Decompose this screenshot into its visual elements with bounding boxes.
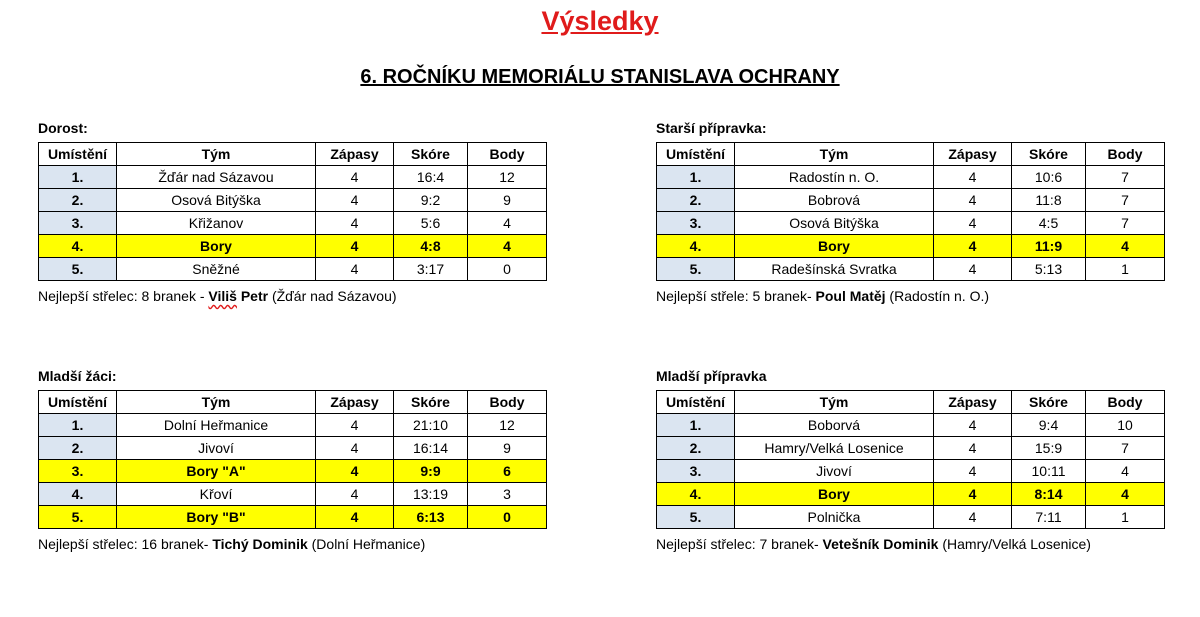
points-cell: 7 — [1086, 212, 1165, 235]
team-cell: Jivoví — [117, 437, 316, 460]
category-label: Mladší žáci: — [38, 368, 117, 384]
points-cell: 9 — [468, 189, 547, 212]
matches-cell: 4 — [316, 460, 394, 483]
matches-cell: 4 — [934, 460, 1012, 483]
team-cell: Bory — [117, 235, 316, 258]
results-table — [38, 390, 547, 529]
score-cell: 8:14 — [1012, 483, 1086, 506]
header-place: Umístění — [657, 143, 735, 166]
place-cell: 1. — [657, 166, 735, 189]
matches-cell: 4 — [934, 414, 1012, 437]
matches-cell: 4 — [934, 212, 1012, 235]
points-cell: 12 — [468, 414, 547, 437]
team-cell: Jivoví — [735, 460, 934, 483]
table-row-highlighted — [39, 460, 547, 483]
best-scorer-note — [656, 536, 1166, 552]
table-row-highlighted — [39, 235, 547, 258]
score-cell: 16:4 — [394, 166, 468, 189]
section-mladsi-zaci — [38, 368, 548, 552]
score-cell: 16:14 — [394, 437, 468, 460]
scorer-name: Poul Matěj — [815, 288, 886, 304]
header-points: Body — [468, 143, 547, 166]
points-cell: 4 — [1086, 460, 1165, 483]
table-header-row — [657, 143, 1165, 166]
team-cell: Bory — [735, 483, 934, 506]
place-cell: 3. — [39, 460, 117, 483]
table-row — [657, 437, 1165, 460]
team-cell: Bory — [735, 235, 934, 258]
place-cell: 4. — [657, 235, 735, 258]
place-cell: 4. — [39, 483, 117, 506]
matches-cell: 4 — [316, 258, 394, 281]
team-cell: Bobrová — [735, 189, 934, 212]
table-row-highlighted — [39, 506, 547, 529]
team-cell: Radostín n. O. — [735, 166, 934, 189]
matches-cell: 4 — [316, 483, 394, 506]
place-cell: 2. — [657, 437, 735, 460]
scorer-second-word: Petr — [236, 288, 269, 304]
score-cell: 9:4 — [1012, 414, 1086, 437]
results-table — [656, 390, 1165, 529]
score-cell: 5:6 — [394, 212, 468, 235]
team-cell: Polnička — [735, 506, 934, 529]
points-cell: 12 — [468, 166, 547, 189]
best-scorer-note — [38, 288, 548, 304]
place-cell: 5. — [657, 258, 735, 281]
category-label: Dorost: — [38, 120, 88, 136]
matches-cell: 4 — [316, 506, 394, 529]
table-row — [39, 414, 547, 437]
header-team: Tým — [735, 391, 934, 414]
place-cell: 1. — [39, 414, 117, 437]
best-scorer-note — [656, 288, 1166, 304]
scorer-suffix: (Hamry/Velká Losenice) — [938, 536, 1091, 552]
header-matches: Zápasy — [934, 143, 1012, 166]
scorer-suffix: (Dolní Heřmanice) — [307, 536, 426, 552]
results-table — [38, 142, 547, 281]
place-cell: 5. — [39, 258, 117, 281]
place-cell: 3. — [39, 212, 117, 235]
header-matches: Zápasy — [316, 143, 394, 166]
scorer-prefix: Nejlepší střelec: 7 branek- — [656, 536, 823, 552]
table-row — [39, 258, 547, 281]
header-score: Skóre — [394, 143, 468, 166]
matches-cell: 4 — [934, 258, 1012, 281]
points-cell: 3 — [468, 483, 547, 506]
table-header-row — [657, 391, 1165, 414]
points-cell: 4 — [468, 235, 547, 258]
table-row — [657, 460, 1165, 483]
score-cell: 4:5 — [1012, 212, 1086, 235]
table-header-row — [39, 391, 547, 414]
score-cell: 4:8 — [394, 235, 468, 258]
team-cell: Bory "A" — [117, 460, 316, 483]
place-cell: 2. — [39, 189, 117, 212]
scorer-prefix: Nejlepší střelec: 8 branek - — [38, 288, 209, 304]
best-scorer-note — [38, 536, 548, 552]
table-row — [657, 258, 1165, 281]
section-starsi-pripravka — [656, 120, 1166, 304]
team-cell: Křoví — [117, 483, 316, 506]
score-cell: 6:13 — [394, 506, 468, 529]
table-row — [657, 506, 1165, 529]
table-row — [657, 414, 1165, 437]
place-cell: 2. — [657, 189, 735, 212]
score-cell: 9:9 — [394, 460, 468, 483]
team-cell: Hamry/Velká Losenice — [735, 437, 934, 460]
points-cell: 4 — [468, 212, 547, 235]
place-cell: 2. — [39, 437, 117, 460]
header-points: Body — [1086, 391, 1165, 414]
place-cell: 1. — [39, 166, 117, 189]
header-score: Skóre — [394, 391, 468, 414]
table-row — [39, 189, 547, 212]
header-score: Skóre — [1012, 143, 1086, 166]
points-cell: 0 — [468, 506, 547, 529]
scorer-suffix: (Žďár nad Sázavou) — [268, 288, 397, 304]
place-cell: 4. — [39, 235, 117, 258]
matches-cell: 4 — [934, 483, 1012, 506]
matches-cell: 4 — [934, 437, 1012, 460]
matches-cell: 4 — [316, 166, 394, 189]
team-cell: Křižanov — [117, 212, 316, 235]
header-place: Umístění — [39, 143, 117, 166]
table-row — [39, 437, 547, 460]
scorer-name: Tichý Dominik — [212, 536, 308, 552]
table-row — [39, 483, 547, 506]
table-row-highlighted — [657, 235, 1165, 258]
matches-cell: 4 — [934, 506, 1012, 529]
matches-cell: 4 — [934, 166, 1012, 189]
matches-cell: 4 — [934, 189, 1012, 212]
team-cell: Osová Bitýška — [735, 212, 934, 235]
points-cell: 1 — [1086, 506, 1165, 529]
header-points: Body — [468, 391, 547, 414]
team-cell: Boborvá — [735, 414, 934, 437]
team-cell: Dolní Heřmanice — [117, 414, 316, 437]
team-cell: Bory "B" — [117, 506, 316, 529]
place-cell: 3. — [657, 460, 735, 483]
score-cell: 5:13 — [1012, 258, 1086, 281]
category-label: Mladší přípravka — [656, 368, 767, 384]
header-matches: Zápasy — [934, 391, 1012, 414]
header-team: Tým — [735, 143, 934, 166]
points-cell: 7 — [1086, 189, 1165, 212]
score-cell: 11:9 — [1012, 235, 1086, 258]
table-row — [39, 212, 547, 235]
header-team: Tým — [117, 391, 316, 414]
team-cell: Sněžné — [117, 258, 316, 281]
score-cell: 15:9 — [1012, 437, 1086, 460]
place-cell: 3. — [657, 212, 735, 235]
points-cell: 0 — [468, 258, 547, 281]
points-cell: 4 — [1086, 483, 1165, 506]
header-place: Umístění — [657, 391, 735, 414]
header-place: Umístění — [39, 391, 117, 414]
header-matches: Zápasy — [316, 391, 394, 414]
table-row — [39, 166, 547, 189]
page-subtitle: 6. ROČNÍKU MEMORIÁLU STANISLAVA OCHRANY — [360, 66, 840, 88]
results-table — [656, 142, 1165, 281]
scorer-prefix: Nejlepší střele: 5 branek- — [656, 288, 816, 304]
points-cell: 7 — [1086, 437, 1165, 460]
table-row — [657, 212, 1165, 235]
score-cell: 10:11 — [1012, 460, 1086, 483]
team-cell: Osová Bitýška — [117, 189, 316, 212]
points-cell: 7 — [1086, 166, 1165, 189]
score-cell: 7:11 — [1012, 506, 1086, 529]
matches-cell: 4 — [316, 212, 394, 235]
header-team: Tým — [117, 143, 316, 166]
score-cell: 3:17 — [394, 258, 468, 281]
header-points: Body — [1086, 143, 1165, 166]
points-cell: 9 — [468, 437, 547, 460]
score-cell: 11:8 — [1012, 189, 1086, 212]
table-header-row — [39, 143, 547, 166]
matches-cell: 4 — [316, 414, 394, 437]
matches-cell: 4 — [316, 235, 394, 258]
table-row-highlighted — [657, 483, 1165, 506]
category-label: Starší přípravka: — [656, 120, 767, 136]
place-cell: 4. — [657, 483, 735, 506]
scorer-name: Vetešník Dominik — [822, 536, 939, 552]
score-cell: 9:2 — [394, 189, 468, 212]
score-cell: 21:10 — [394, 414, 468, 437]
place-cell: 5. — [39, 506, 117, 529]
place-cell: 5. — [657, 506, 735, 529]
score-cell: 13:19 — [394, 483, 468, 506]
points-cell: 4 — [1086, 235, 1165, 258]
team-cell: Žďár nad Sázavou — [117, 166, 316, 189]
section-mladsi-pripravka — [656, 368, 1166, 552]
table-row — [657, 189, 1165, 212]
score-cell: 10:6 — [1012, 166, 1086, 189]
scorer-prefix: Nejlepší střelec: 16 branek- — [38, 536, 213, 552]
scorer-suffix: (Radostín n. O.) — [885, 288, 990, 304]
matches-cell: 4 — [934, 235, 1012, 258]
points-cell: 1 — [1086, 258, 1165, 281]
page-title: Výsledky — [541, 6, 659, 36]
section-dorost — [38, 120, 548, 304]
matches-cell: 4 — [316, 437, 394, 460]
points-cell: 6 — [468, 460, 547, 483]
table-row — [657, 166, 1165, 189]
place-cell: 1. — [657, 414, 735, 437]
matches-cell: 4 — [316, 189, 394, 212]
scorer-name — [208, 288, 268, 304]
header-score: Skóre — [1012, 391, 1086, 414]
points-cell: 10 — [1086, 414, 1165, 437]
team-cell: Radešínská Svratka — [735, 258, 934, 281]
scorer-first-word: Viliš — [208, 288, 237, 304]
